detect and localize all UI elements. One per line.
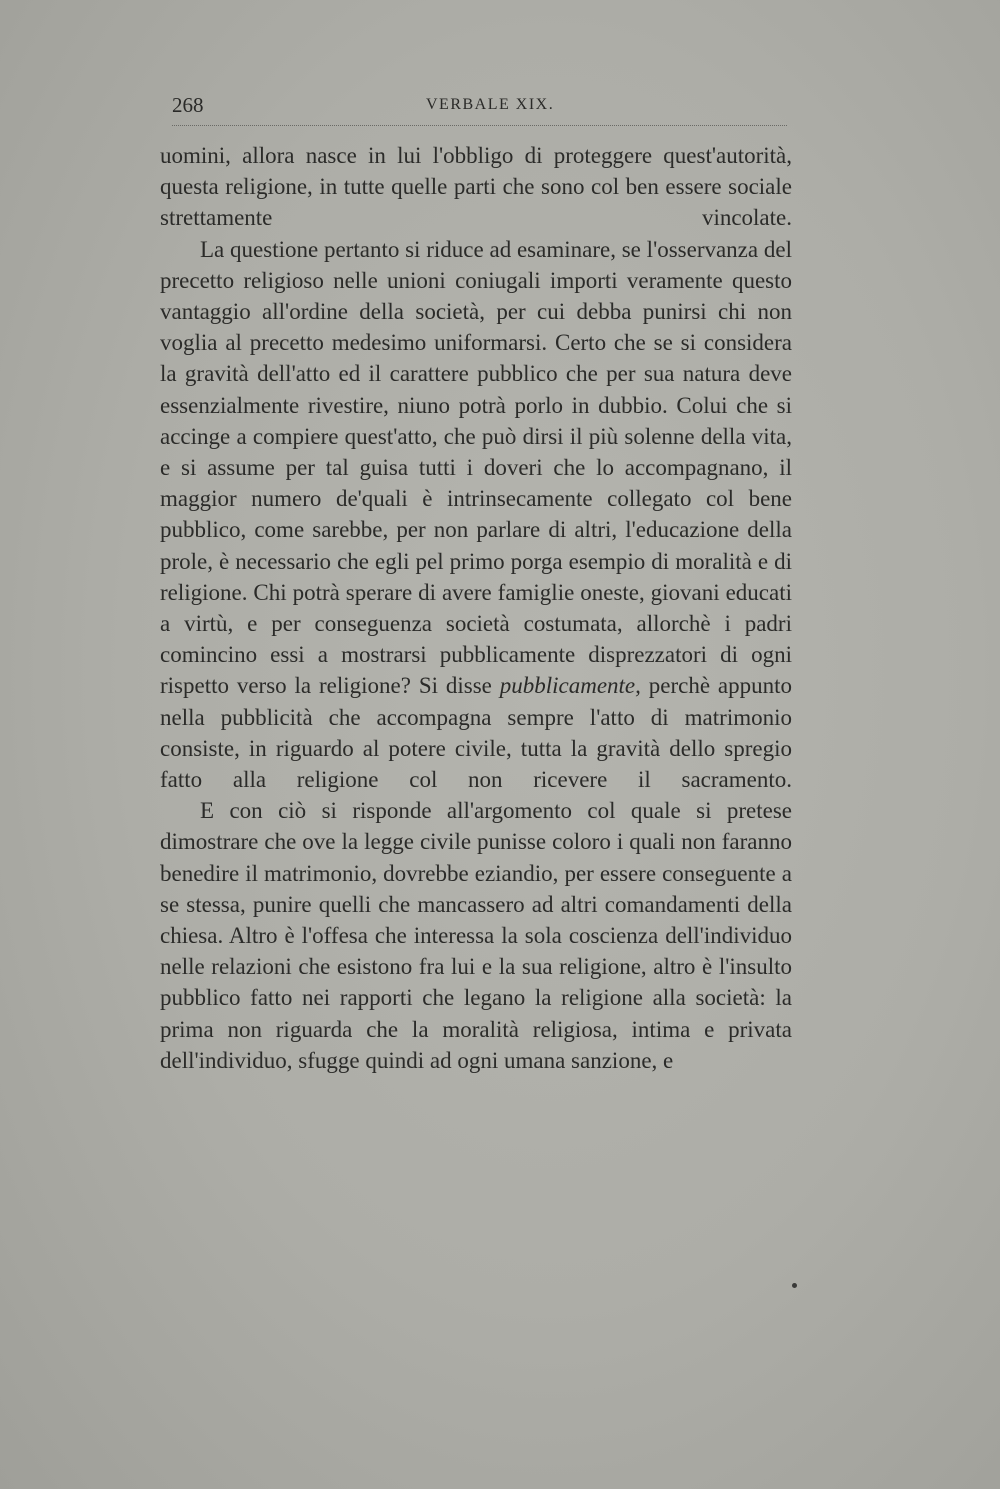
ink-speck <box>792 1283 797 1288</box>
body-text <box>160 140 792 1076</box>
paragraph-text: La questione pertanto si riduce ad esaminare, se l'osservanza del precetto religioso nelle unioni coniugali importi veramente questo vantaggio all'ordine della società, per cui debba punirsi chi non voglia al precetto medesimo uniformarsi. Certo che se si considera la gravità dell'atto ed il carattere pubblico che per sua natura deve essenzialmente rivestire, niuno potrà porlo in dubbio. Colui che si accinge a compiere quest'atto, che può dirsi il più solenne della vita, e si assume per tal guisa tutti i doveri che lo accompagnano, il maggior numero de'quali è intrinsecamente collegato col bene pubblico, come sarebbe, per non parlare di altri, l'educazione della prole, è necessario che egli pel primo porga esempio di moralità e di religione. Chi potrà sperare di avere famiglie oneste, giovani educati a virtù, e per conseguenza società costumata, allorchè i padri comincino essi a mostrarsi pubblicamente disprezzatori di ogni rispetto verso la religione? Si disse <box>160 236 792 699</box>
paragraph-text: uomini, allora nasce in lui l'obbligo di proteggere quest'autorità, questa religione, in tutte quelle parti che sono col ben essere sociale strettamente vincolate. <box>160 143 792 231</box>
paragraph-text: perchè appunto nella pubblicità che accompagna sempre l'atto di matrimonio consiste, in riguardo al potere civile, tutta la gravità dello spregio fatto alla religione col non ricevere il sacramento. <box>160 673 793 793</box>
paragraph-text: E con ciò si risponde all'argomento col quale si pretese dimostrare che ove la legge civile punisse coloro i quali non faranno benedire il matrimonio, dovrebbe eziandio, per essere conseguente a se stessa, punire quelli che mancassero ad altri comandamenti della chiesa. Altro è l'offesa che interessa la sola coscienza dell'individuo nelle relazioni che esistono fra lui e la sua religione, altro è l'insulto pubblico fatto nei rapporti che legano la religione alla società: la prima non riguarda che la moralità religiosa, intima e privata dell'individuo, sfugge quindi ad ogni umana sanzione, e <box>160 798 792 1073</box>
running-head: VERBALE XIX. <box>426 96 555 113</box>
paragraph-question <box>160 234 792 796</box>
italic-emphasis: pubblicamente, <box>499 673 641 699</box>
page-number: 268 <box>172 93 204 117</box>
page-header <box>172 93 787 126</box>
paragraph-argument <box>160 795 792 1076</box>
paragraph-continuation <box>160 140 792 234</box>
